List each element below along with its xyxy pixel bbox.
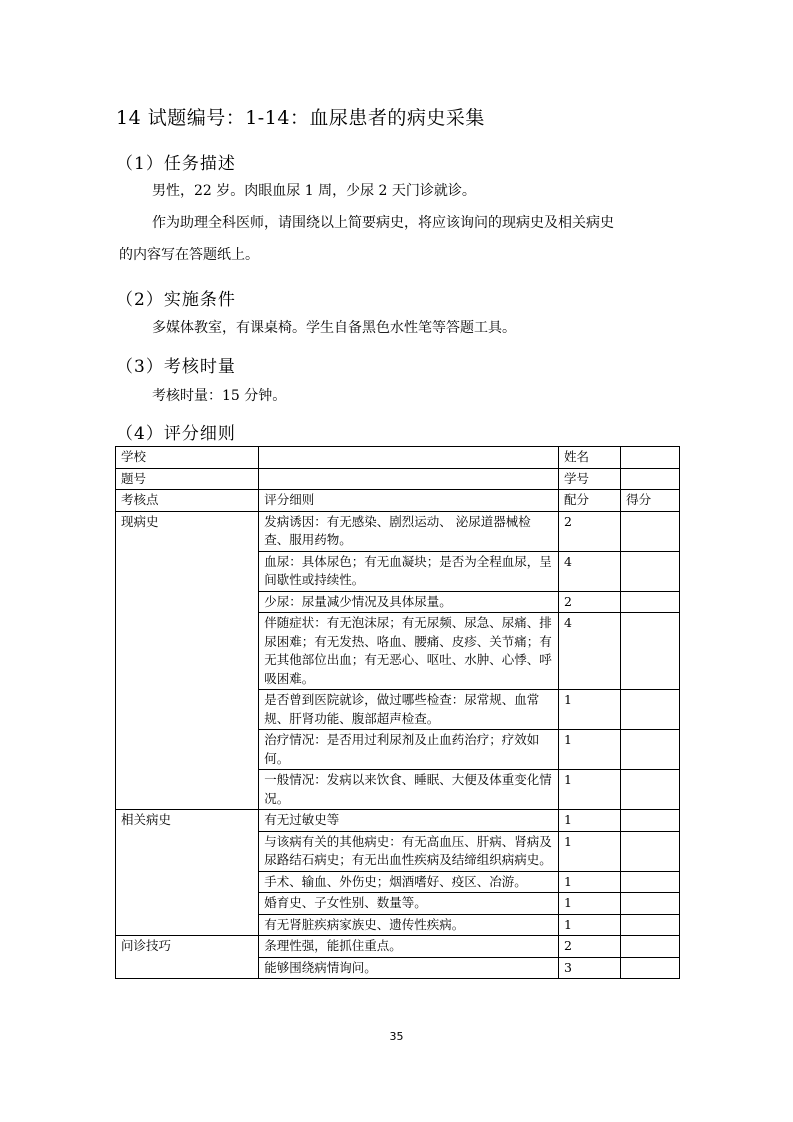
task-paragraph-2-line-1: 作为助理全科医师，请围绕以上简要病史，将应该询问的现病史及相关病史 (152, 215, 614, 231)
task-paragraph-1: 男性，22 岁。肉眼血尿 1 周，少尿 2 天门诊就诊。 (152, 183, 476, 199)
heading-time: （3）考核时量 (116, 357, 236, 377)
scoring-detail: 治疗情况：是否用过利尿剂及止血药治疗；疗效如何。 (259, 730, 559, 770)
score-value: 1 (558, 690, 620, 730)
obtained-score-cell (621, 730, 680, 770)
table-row-school (116, 447, 680, 469)
score-value: 2 (558, 511, 620, 551)
task-description (119, 175, 679, 271)
table-header-row (116, 490, 680, 512)
conditions-description (119, 312, 679, 344)
assessment-point: 现病史 (116, 511, 259, 810)
obtained-score-cell (621, 770, 680, 810)
scoring-detail: 是否曾到医院就诊，做过哪些检查：尿常规、血常规、肝肾功能、腹部超声检查。 (259, 690, 559, 730)
scoring-detail: 手术、输血、外伤史；烟酒嗜好、疫区、冶游。 (259, 871, 559, 893)
score-value: 2 (558, 591, 620, 613)
header-detail: 评分细则 (259, 490, 559, 512)
scoring-detail: 血尿：具体尿色；有无血凝块；是否为全程血尿，呈间歇性或持续性。 (259, 551, 559, 591)
heading-conditions: （2）实施条件 (116, 290, 236, 310)
heading-task: （1）任务描述 (116, 154, 236, 174)
table-row (116, 511, 680, 551)
table-row (116, 810, 680, 832)
name-label: 姓名 (558, 447, 620, 469)
score-value: 1 (558, 893, 620, 915)
scoring-detail: 与该病有关的其他病史：有无高血压、肝病、肾病及尿路结石病史；有无出血性疾病及结缔组织病病史。 (259, 831, 559, 871)
table-row (116, 936, 680, 958)
obtained-score-cell (621, 511, 680, 551)
obtained-score-cell (621, 893, 680, 915)
score-value: 1 (558, 831, 620, 871)
score-value: 1 (558, 914, 620, 936)
question-value (259, 468, 559, 490)
conditions-paragraph: 多媒体教室，有课桌椅。学生自备黑色水性笔等答题工具。 (152, 320, 516, 336)
obtained-score-cell (621, 914, 680, 936)
scoring-detail: 伴随症状：有无泡沫尿；有无尿频、尿急、尿痛、排尿困难；有无发热、咯血、腰痛、皮疹、关节痛；有无其他部位出血；有无恶心、呕吐、水肿、心悸、呼吸困难。 (259, 613, 559, 690)
score-value: 1 (558, 770, 620, 810)
heading-rules: （4）评分细则 (116, 424, 236, 444)
question-label: 题号 (116, 468, 259, 490)
scoring-detail: 有无过敏史等 (259, 810, 559, 832)
scoring-detail: 能够围绕病情询问。 (259, 957, 559, 979)
header-got: 得分 (621, 490, 680, 512)
scoring-detail: 一般情况：发病以来饮食、睡眠、大便及体重变化情况。 (259, 770, 559, 810)
obtained-score-cell (621, 831, 680, 871)
school-value (259, 447, 559, 469)
header-score: 配分 (558, 490, 620, 512)
obtained-score-cell (621, 591, 680, 613)
page-number: 35 (389, 1030, 404, 1043)
score-value: 4 (558, 551, 620, 591)
obtained-score-cell (621, 690, 680, 730)
score-value: 2 (558, 936, 620, 958)
scoring-detail: 条理性强，能抓住重点。 (259, 936, 559, 958)
name-value (621, 447, 680, 469)
page-title: 14 试题编号：1-14：血尿患者的病史采集 (116, 107, 485, 129)
score-value: 1 (558, 871, 620, 893)
student-id-label: 学号 (558, 468, 620, 490)
student-id-value (621, 468, 680, 490)
time-paragraph: 考核时量：15 分钟。 (152, 388, 287, 404)
task-paragraph-2-line-2: 的内容写在答题纸上。 (119, 247, 259, 263)
assessment-point: 相关病史 (116, 810, 259, 936)
obtained-score-cell (621, 871, 680, 893)
assessment-point: 问诊技巧 (116, 936, 259, 979)
obtained-score-cell (621, 613, 680, 690)
obtained-score-cell (621, 957, 680, 979)
obtained-score-cell (621, 551, 680, 591)
scoring-table (115, 446, 680, 979)
school-label: 学校 (116, 447, 259, 469)
header-point: 考核点 (116, 490, 259, 512)
obtained-score-cell (621, 810, 680, 832)
scoring-detail: 少尿：尿量减少情况及具体尿量。 (259, 591, 559, 613)
scoring-detail: 发病诱因：有无感染、剧烈运动、 泌尿道器械检查、服用药物。 (259, 511, 559, 551)
table-row-question (116, 468, 680, 490)
obtained-score-cell (621, 936, 680, 958)
scoring-detail: 婚育史、子女性别、数量等。 (259, 893, 559, 915)
score-value: 1 (558, 730, 620, 770)
scoring-detail: 有无肾脏疾病家族史、遗传性疾病。 (259, 914, 559, 936)
time-description (119, 380, 679, 412)
score-value: 4 (558, 613, 620, 690)
score-value: 3 (558, 957, 620, 979)
score-value: 1 (558, 810, 620, 832)
